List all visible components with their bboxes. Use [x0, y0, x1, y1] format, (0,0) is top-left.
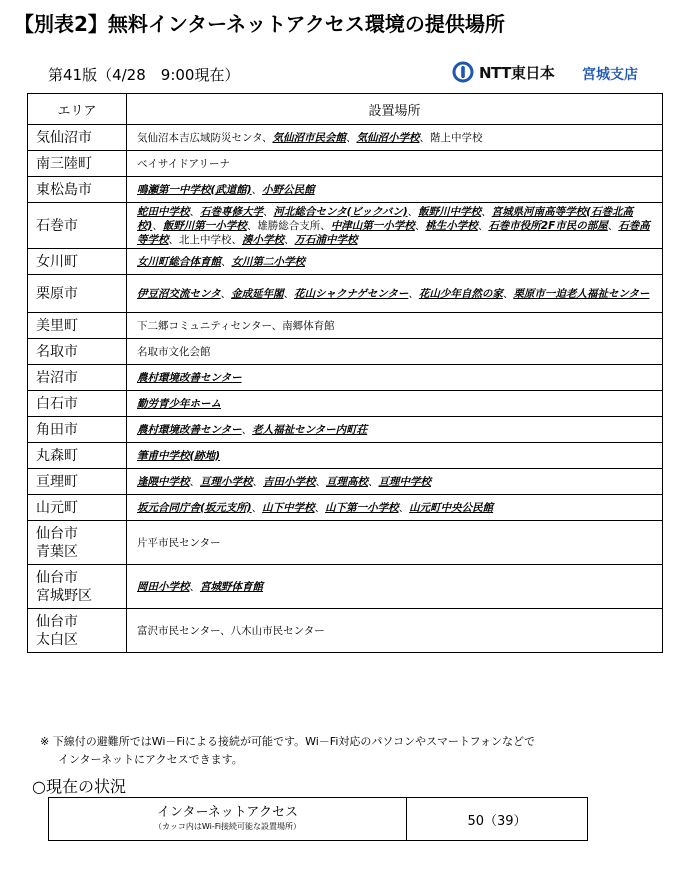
- location-text: 、: [284, 233, 295, 246]
- wifi-location: 筆甫中学校(跡地): [137, 449, 221, 462]
- wifi-location: 鳴瀬第一中学校(武道館): [137, 183, 252, 196]
- location-text: 、: [152, 219, 163, 232]
- location-text: 、: [263, 205, 274, 218]
- area-name: 亘理町: [36, 473, 78, 490]
- area-name: 気仙沼市: [36, 129, 92, 146]
- wifi-location: 飯野川中学校: [418, 205, 482, 218]
- status-table: [48, 797, 588, 841]
- wifi-location: 宮城野体育館: [200, 580, 263, 593]
- wifi-location: 中津山第一小学校: [330, 219, 415, 232]
- wifi-location: 万石浦中学校: [294, 233, 358, 246]
- location-text: 名取市文化会館: [137, 345, 211, 358]
- status-label: インターネットアクセス: [156, 805, 299, 820]
- location-text: ベイサイドアリーナ: [137, 157, 231, 170]
- location-text: 片平市民センター: [137, 536, 221, 549]
- area-name: 宮城野区: [36, 587, 92, 604]
- location-text: 、: [414, 219, 426, 232]
- table-row: [28, 339, 663, 365]
- place-cell: [127, 177, 663, 203]
- place-column-header: 設置場所: [127, 94, 663, 125]
- location-text: 、: [477, 219, 489, 232]
- location-text: 、: [315, 475, 326, 488]
- status-row: [49, 798, 588, 841]
- area-cell: [28, 151, 127, 177]
- area-cell: [28, 275, 127, 313]
- ntt-logo-icon: [452, 61, 474, 83]
- area-name: 美里町: [36, 317, 78, 334]
- table-row: [28, 391, 663, 417]
- area-cell: [28, 313, 127, 339]
- table-row: [28, 313, 663, 339]
- wifi-location: 山下第一小学校: [325, 501, 399, 514]
- table-row: [28, 203, 663, 249]
- place-cell: [127, 495, 663, 521]
- location-text: 、: [345, 131, 357, 144]
- wifi-location: 亘理中学校: [378, 475, 431, 488]
- table-row: [28, 249, 663, 275]
- table-row: [28, 365, 663, 391]
- place-cell: [127, 275, 663, 313]
- location-text: 、: [189, 205, 200, 218]
- wifi-note: [40, 733, 535, 769]
- place-cell: [127, 443, 663, 469]
- logo-text: NTT東日本: [479, 63, 555, 82]
- area-cell: [28, 417, 127, 443]
- wifi-location: 勤労青少年ホーム: [137, 397, 221, 410]
- table-row: [28, 125, 663, 151]
- area-cell: [28, 365, 127, 391]
- wifi-location: 女川第二小学校: [231, 255, 305, 268]
- location-text: 富沢市民センター、八木山市民センター: [137, 624, 325, 637]
- wifi-location: 石巻高等学校: [137, 219, 650, 246]
- wifi-location: 石巻市役所2F市民の部屋: [488, 219, 608, 232]
- area-name: 栗原市: [36, 285, 78, 302]
- area-name: 太白区: [36, 631, 78, 648]
- wifi-location: 蛇田中学校: [137, 205, 190, 218]
- location-text: 、: [251, 183, 263, 196]
- wifi-location: 桃生小学校: [425, 219, 478, 232]
- location-text: 気仙沼本吉広域防災センタ、: [137, 131, 273, 144]
- area-cell: [28, 565, 127, 609]
- location-text: 、: [189, 580, 200, 593]
- location-text: 、: [283, 287, 295, 300]
- place-cell: [127, 125, 663, 151]
- wifi-location: 小野公民館: [262, 183, 315, 196]
- wifi-location: 農村環境改善センター: [137, 371, 242, 384]
- area-cell: [28, 609, 127, 653]
- area-cell: [28, 203, 127, 249]
- area-cell: [28, 177, 127, 203]
- wifi-location: 飯野川第一小学校: [162, 219, 247, 232]
- location-text: 、: [607, 219, 619, 232]
- location-text: 、: [408, 287, 419, 300]
- document-title: 【別表2】無料インターネットアクセス環境の提供場所: [14, 12, 505, 36]
- area-cell: [28, 469, 127, 495]
- table-row: [28, 275, 663, 313]
- wifi-location: 岡田小学校: [137, 580, 190, 593]
- area-name: 角田市: [36, 421, 78, 438]
- area-cell: [28, 339, 127, 365]
- area-name: 仙台市: [36, 525, 78, 542]
- table-header-row: [28, 94, 663, 125]
- area-name: 丸森町: [36, 447, 78, 464]
- area-cell: [28, 443, 127, 469]
- location-text: 、雄勝総合支所、: [246, 219, 331, 232]
- location-text: 、: [502, 287, 514, 300]
- status-sublabel: （カッコ内はWi-Fi接続可能な設置場所）: [153, 822, 301, 831]
- table-row: [28, 151, 663, 177]
- table-row: [28, 521, 663, 565]
- locations-table: [27, 93, 663, 653]
- wifi-location: 女川町総合体育館: [137, 255, 221, 268]
- wifi-location: 伊豆沼交流センタ: [137, 287, 221, 300]
- location-text: 、: [189, 475, 200, 488]
- table-row: [28, 469, 663, 495]
- location-text: 、: [398, 501, 410, 514]
- wifi-location: 坂元合同庁舎(坂元支所): [137, 501, 252, 514]
- table-row: [28, 565, 663, 609]
- wifi-location: 湊小学校: [242, 233, 284, 246]
- location-text: 、: [241, 423, 253, 436]
- area-name: 南三陸町: [36, 155, 92, 172]
- wifi-location: 山元町中央公民館: [409, 501, 494, 514]
- wifi-location: 宮城県河南高等学校(石巻北高校): [137, 205, 633, 232]
- area-name: 仙台市: [36, 569, 78, 586]
- wifi-location: 金成延年閣: [231, 287, 284, 300]
- edition-label: 第41版（4/28 9:00現在）: [48, 66, 240, 84]
- location-text: 、: [252, 475, 263, 488]
- place-cell: [127, 521, 663, 565]
- wifi-location: 花山シャクナゲセンター: [294, 287, 409, 300]
- area-column-header: エリア: [28, 94, 127, 125]
- location-text: 、: [481, 205, 492, 218]
- place-cell: [127, 417, 663, 443]
- wifi-location: 吉田小学校: [263, 475, 316, 488]
- wifi-location: 逢隈中学校: [137, 475, 190, 488]
- area-name: 青葉区: [36, 543, 78, 560]
- area-name: 山元町: [36, 499, 78, 516]
- status-value: 50（39）: [407, 798, 588, 841]
- area-name: 岩沼市: [36, 369, 78, 386]
- wifi-location: 花山少年自然の家: [418, 287, 503, 300]
- area-name: 東松島市: [36, 181, 92, 198]
- wifi-location: 気仙沼小学校: [356, 131, 420, 144]
- table-row: [28, 495, 663, 521]
- place-cell: [127, 609, 663, 653]
- area-cell: [28, 125, 127, 151]
- area-cell: [28, 495, 127, 521]
- area-name: 名取市: [36, 343, 78, 360]
- location-text: 、: [220, 287, 232, 300]
- wifi-location: 山下中学校: [262, 501, 315, 514]
- wifi-location: 気仙沼市民会館: [272, 131, 346, 144]
- area-cell: [28, 521, 127, 565]
- table-row: [28, 177, 663, 203]
- area-name: 白石市: [36, 395, 78, 412]
- place-cell: [127, 469, 663, 495]
- place-cell: [127, 313, 663, 339]
- area-name: 女川町: [36, 253, 78, 270]
- wifi-location: 亘理小学校: [200, 475, 253, 488]
- status-heading: ○現在の状況: [32, 777, 126, 796]
- status-label-cell: [49, 798, 407, 841]
- branch-name: 宮城支店: [582, 67, 638, 83]
- area-cell: [28, 249, 127, 275]
- table-row: [28, 417, 663, 443]
- place-cell: [127, 565, 663, 609]
- table-row: [28, 443, 663, 469]
- place-cell: [127, 203, 663, 249]
- area-cell: [28, 391, 127, 417]
- wifi-location: 栗原市一迫老人福祉センター: [513, 287, 650, 300]
- place-cell: [127, 249, 663, 275]
- location-text: 、: [314, 501, 326, 514]
- location-text: 、: [251, 501, 263, 514]
- location-text: 下二郷コミュニティセンター、南郷体育館: [137, 319, 335, 332]
- wifi-location: 農村環境改善センター: [137, 423, 242, 436]
- table-row: [28, 609, 663, 653]
- area-name: 仙台市: [36, 613, 78, 630]
- note-line-2: インターネットにアクセスできます。: [58, 753, 243, 766]
- note-line-1: ※ 下線付の避難所ではWi－Fiによる接続が可能です。Wi－Fi対応のパソコンやスマートフォンなどで: [40, 735, 536, 748]
- ntt-logo: [452, 61, 554, 83]
- location-text: 、階上中学校: [419, 131, 483, 144]
- location-text: 、: [221, 255, 232, 268]
- wifi-location: 石巻専修大学: [200, 205, 263, 218]
- place-cell: [127, 365, 663, 391]
- place-cell: [127, 151, 663, 177]
- wifi-location: 老人福祉センター内町荘: [252, 423, 368, 436]
- area-name: 石巻市: [36, 217, 78, 234]
- location-text: 、: [407, 205, 419, 218]
- location-text: 、: [368, 475, 379, 488]
- place-cell: [127, 339, 663, 365]
- place-cell: [127, 391, 663, 417]
- location-text: 、北上中学校、: [168, 233, 242, 246]
- wifi-location: 河北総合センタ(ビックバン): [273, 205, 408, 218]
- wifi-location: 亘理高校: [326, 475, 368, 488]
